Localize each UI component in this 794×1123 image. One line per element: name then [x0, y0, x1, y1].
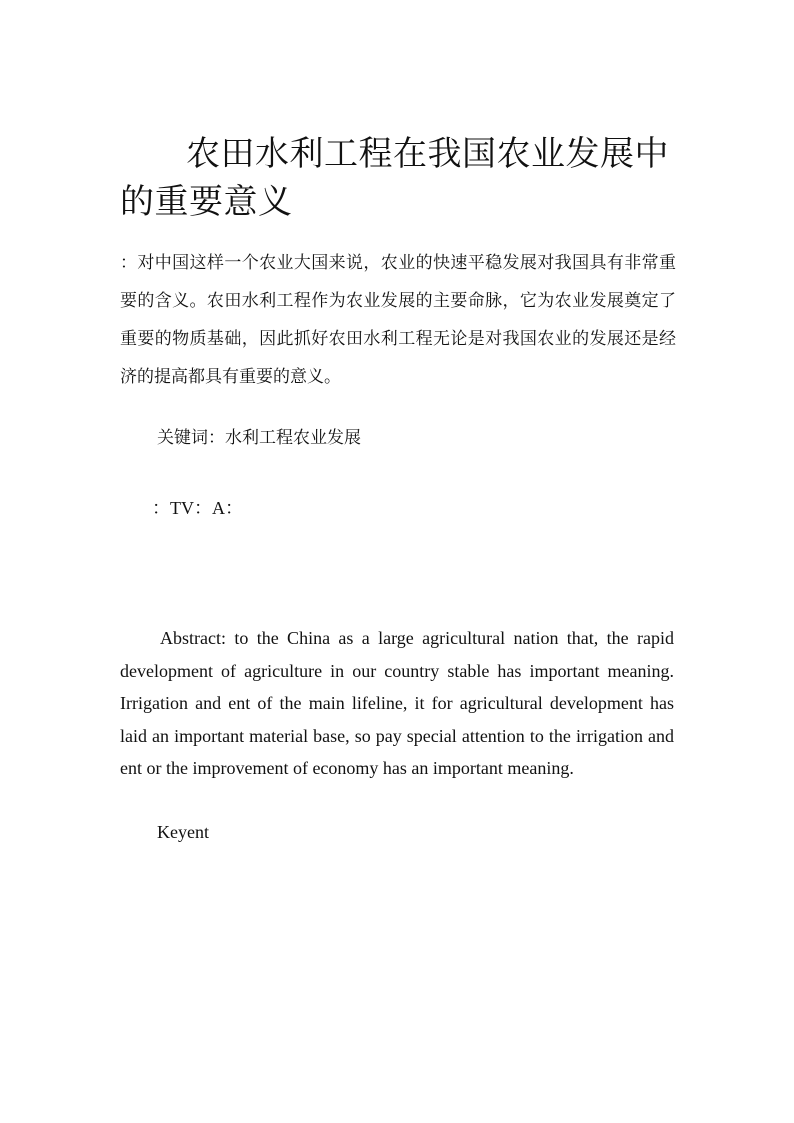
- english-keywords: Keyent: [157, 822, 209, 842]
- chinese-keywords: 关键词：水利工程农业发展: [157, 428, 361, 448]
- classification-codes: ：TV：A：: [152, 498, 243, 518]
- document-title: 农田水利工程在我国农业发展中的重要意义: [120, 134, 669, 222]
- chinese-abstract: ：对中国这样一个农业大国来说，农业的快速平稳发展对我国具有非常重要的含义。农田水利工程作为农业发展的主要命脉，它为农业发展奠定了重要的物质基础，因此抓好农田水利工程无论是对我国农业的发展还是经济的提高都具有重要的意义。: [120, 253, 676, 387]
- english-abstract: Abstract: to the China as a large agricultural nation that, the rapid development of agriculture in our country stable has important meaning. Irrigation and ent of the main lifeline, it for agricultural development has laid an important material base, so pay special attention to the irrigation and ent or the improvement of economy has an important meaning.: [120, 628, 674, 778]
